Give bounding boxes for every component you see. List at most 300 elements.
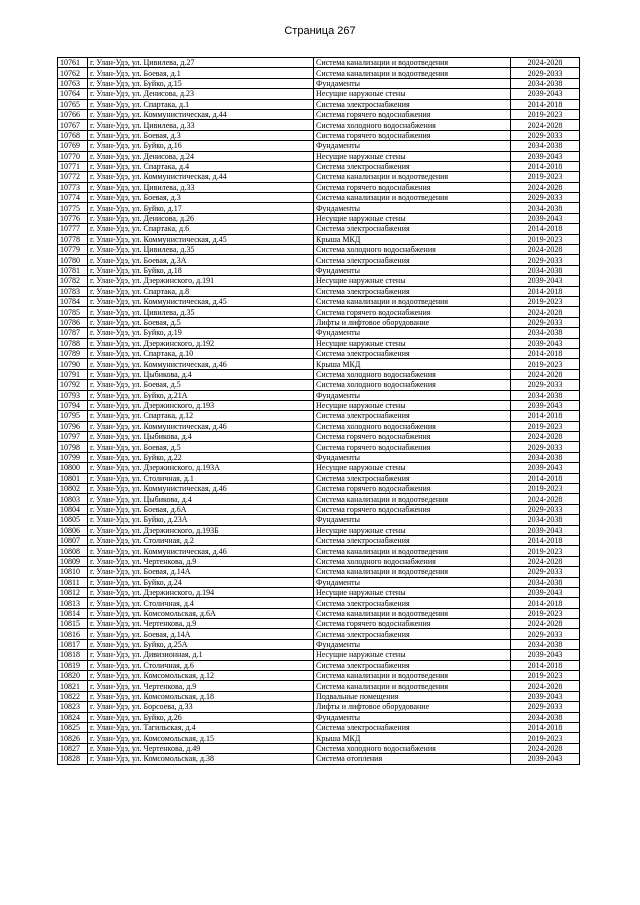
system-cell: Фундаменты <box>314 141 511 151</box>
address-cell: г. Улан-Удэ, ул. Буйко, д.16 <box>88 141 314 151</box>
row-number: 10774 <box>58 193 88 203</box>
period-cell: 2019-2023 <box>511 608 580 618</box>
system-cell: Система холодного водоснабжения <box>314 421 511 431</box>
system-cell: Система горячего водоснабжения <box>314 484 511 494</box>
row-number: 10767 <box>58 120 88 130</box>
period-cell: 2034-2038 <box>511 577 580 587</box>
system-cell: Система канализации и водоотведения <box>314 172 511 182</box>
system-cell: Система электроснабжения <box>314 629 511 639</box>
system-cell: Система канализации и водоотведения <box>314 671 511 681</box>
row-number: 10784 <box>58 296 88 306</box>
table-row <box>58 546 580 556</box>
address-cell: г. Улан-Удэ, ул. Денисова, д.23 <box>88 89 314 99</box>
system-cell: Система горячего водоснабжения <box>314 442 511 452</box>
system-cell: Система холодного водоснабжения <box>314 120 511 130</box>
period-cell: 2014-2018 <box>511 660 580 670</box>
period-cell: 2034-2038 <box>511 141 580 151</box>
period-cell: 2014-2018 <box>511 224 580 234</box>
system-cell: Несущие наружные стены <box>314 587 511 597</box>
row-number: 10764 <box>58 89 88 99</box>
row-number: 10806 <box>58 525 88 535</box>
row-number: 10818 <box>58 650 88 660</box>
table-row <box>58 712 580 722</box>
row-number: 10819 <box>58 660 88 670</box>
row-number: 10826 <box>58 733 88 743</box>
period-cell: 2039-2043 <box>511 587 580 597</box>
address-cell: г. Улан-Удэ, ул. Цыбикова, д.4 <box>88 432 314 442</box>
table-row <box>58 671 580 681</box>
system-cell: Система электроснабжения <box>314 598 511 608</box>
address-cell: г. Улан-Удэ, ул. Цивилева, д.35 <box>88 307 314 317</box>
system-cell: Система электроснабжения <box>314 255 511 265</box>
period-cell: 2029-2033 <box>511 255 580 265</box>
table-row <box>58 608 580 618</box>
period-cell: 2039-2043 <box>511 754 580 764</box>
system-cell: Крыша МКД <box>314 359 511 369</box>
row-number: 10821 <box>58 681 88 691</box>
system-cell: Фундаменты <box>314 203 511 213</box>
system-cell: Фундаменты <box>314 328 511 338</box>
period-cell: 2024-2028 <box>511 743 580 753</box>
system-cell: Система горячего водоснабжения <box>314 432 511 442</box>
period-cell: 2014-2018 <box>511 535 580 545</box>
period-cell: 2039-2043 <box>511 151 580 161</box>
row-number: 10820 <box>58 671 88 681</box>
period-cell: 2024-2028 <box>511 120 580 130</box>
system-cell: Система горячего водоснабжения <box>314 109 511 119</box>
address-cell: г. Улан-Удэ, ул. Буйко, д.18 <box>88 265 314 275</box>
table-row <box>58 203 580 213</box>
system-cell: Фундаменты <box>314 639 511 649</box>
address-cell: г. Улан-Удэ, ул. Буйко, д.22 <box>88 452 314 462</box>
system-cell: Несущие наружные стены <box>314 213 511 223</box>
period-cell: 2034-2038 <box>511 328 580 338</box>
address-cell: г. Улан-Удэ, ул. Дзержинского, д.193А <box>88 463 314 473</box>
period-cell: 2029-2033 <box>511 130 580 140</box>
period-cell: 2039-2043 <box>511 463 580 473</box>
address-cell: г. Улан-Удэ, ул. Тагильская, д.4 <box>88 723 314 733</box>
period-cell: 2039-2043 <box>511 213 580 223</box>
system-cell: Несущие наружные стены <box>314 650 511 660</box>
table-row <box>58 587 580 597</box>
table-row <box>58 681 580 691</box>
period-cell: 2024-2028 <box>511 432 580 442</box>
row-number: 10785 <box>58 307 88 317</box>
address-cell: г. Улан-Удэ, ул. Боевая, д.1 <box>88 68 314 78</box>
table-row <box>58 348 580 358</box>
address-cell: г. Улан-Удэ, ул. Буйко, д.25А <box>88 639 314 649</box>
table-row <box>58 421 580 431</box>
period-cell: 2019-2023 <box>511 546 580 556</box>
system-cell: Лифты и лифтовое оборудование <box>314 702 511 712</box>
system-cell: Система электроснабжения <box>314 348 511 358</box>
address-cell: г. Улан-Удэ, ул. Денисова, д.26 <box>88 213 314 223</box>
row-number: 10778 <box>58 234 88 244</box>
row-number: 10814 <box>58 608 88 618</box>
address-cell: г. Улан-Удэ, ул. Коммунистическая, д.45 <box>88 296 314 306</box>
system-cell: Система электроснабжения <box>314 224 511 234</box>
table-row <box>58 109 580 119</box>
period-cell: 2034-2038 <box>511 712 580 722</box>
system-cell: Система электроснабжения <box>314 473 511 483</box>
table-row <box>58 141 580 151</box>
period-cell: 2014-2018 <box>511 411 580 421</box>
period-cell: 2024-2028 <box>511 369 580 379</box>
table-row <box>58 130 580 140</box>
address-cell: г. Улан-Удэ, ул. Дзержинского, д.192 <box>88 338 314 348</box>
row-number: 10828 <box>58 754 88 764</box>
table-row <box>58 660 580 670</box>
address-cell: г. Улан-Удэ, ул. Цивилева, д.27 <box>88 58 314 68</box>
address-cell: г. Улан-Удэ, ул. Коммунистическая, д.46 <box>88 546 314 556</box>
row-number: 10803 <box>58 494 88 504</box>
address-cell: г. Улан-Удэ, ул. Буйко, д.21А <box>88 390 314 400</box>
address-cell: г. Улан-Удэ, ул. Спартака, д.12 <box>88 411 314 421</box>
system-cell: Система электроснабжения <box>314 535 511 545</box>
row-number: 10811 <box>58 577 88 587</box>
period-cell: 2014-2018 <box>511 723 580 733</box>
period-cell: 2024-2028 <box>511 619 580 629</box>
row-number: 10802 <box>58 484 88 494</box>
period-cell: 2029-2033 <box>511 567 580 577</box>
address-cell: г. Улан-Удэ, ул. Дзержинского, д.193Б <box>88 525 314 535</box>
period-cell: 2029-2033 <box>511 504 580 514</box>
table-row <box>58 58 580 68</box>
row-number: 10808 <box>58 546 88 556</box>
table-row <box>58 463 580 473</box>
address-cell: г. Улан-Удэ, ул. Буйко, д.24 <box>88 577 314 587</box>
system-cell: Система канализации и водоотведения <box>314 58 511 68</box>
period-cell: 2014-2018 <box>511 473 580 483</box>
table-row <box>58 296 580 306</box>
table-row <box>58 193 580 203</box>
system-cell: Несущие наружные стены <box>314 89 511 99</box>
period-cell: 2039-2043 <box>511 400 580 410</box>
period-cell: 2024-2028 <box>511 58 580 68</box>
table-row <box>58 535 580 545</box>
table-row <box>58 172 580 182</box>
period-cell: 2029-2033 <box>511 380 580 390</box>
address-cell: г. Улан-Удэ, ул. Боевая, д.5 <box>88 380 314 390</box>
address-cell: г. Улан-Удэ, ул. Комсомольская, д.15 <box>88 733 314 743</box>
table-row <box>58 245 580 255</box>
table-row <box>58 234 580 244</box>
period-cell: 2019-2023 <box>511 296 580 306</box>
system-cell: Фундаменты <box>314 712 511 722</box>
system-cell: Крыша МКД <box>314 733 511 743</box>
row-number: 10766 <box>58 109 88 119</box>
address-cell: г. Улан-Удэ, ул. Дивизионная, д.1 <box>88 650 314 660</box>
table-row <box>58 598 580 608</box>
table-row <box>58 432 580 442</box>
row-number: 10768 <box>58 130 88 140</box>
table-row <box>58 276 580 286</box>
period-cell: 2019-2023 <box>511 172 580 182</box>
table-row <box>58 120 580 130</box>
row-number: 10789 <box>58 348 88 358</box>
system-cell: Лифты и лифтовое оборудование <box>314 317 511 327</box>
address-cell: г. Улан-Удэ, ул. Чертенкова, д.9 <box>88 556 314 566</box>
address-cell: г. Улан-Удэ, ул. Боевая, д.3 <box>88 193 314 203</box>
address-cell: г. Улан-Удэ, ул. Коммунистическая, д.44 <box>88 172 314 182</box>
table-row <box>58 567 580 577</box>
row-number: 10783 <box>58 286 88 296</box>
address-cell: г. Улан-Удэ, ул. Коммунистическая, д.44 <box>88 109 314 119</box>
period-cell: 2034-2038 <box>511 515 580 525</box>
system-cell: Система канализации и водоотведения <box>314 608 511 618</box>
row-number: 10805 <box>58 515 88 525</box>
row-number: 10788 <box>58 338 88 348</box>
table-row <box>58 286 580 296</box>
table-row <box>58 68 580 78</box>
row-number: 10786 <box>58 317 88 327</box>
table-row <box>58 650 580 660</box>
row-number: 10769 <box>58 141 88 151</box>
row-number: 10807 <box>58 535 88 545</box>
address-cell: г. Улан-Удэ, ул. Цыбикова, д.4 <box>88 369 314 379</box>
table-row <box>58 307 580 317</box>
address-cell: г. Улан-Удэ, ул. Спартака, д.6 <box>88 224 314 234</box>
table-row <box>58 213 580 223</box>
address-cell: г. Улан-Удэ, ул. Боевая, д.14А <box>88 567 314 577</box>
row-number: 10795 <box>58 411 88 421</box>
system-cell: Система холодного водоснабжения <box>314 556 511 566</box>
system-cell: Несущие наружные стены <box>314 276 511 286</box>
system-cell: Подвальные помещения <box>314 691 511 701</box>
table-row <box>58 369 580 379</box>
table-row <box>58 411 580 421</box>
system-cell: Система отопления <box>314 754 511 764</box>
table-row <box>58 99 580 109</box>
period-cell: 2014-2018 <box>511 99 580 109</box>
table-row <box>58 556 580 566</box>
row-number: 10800 <box>58 463 88 473</box>
table-row <box>58 224 580 234</box>
row-number: 10794 <box>58 400 88 410</box>
system-cell: Система горячего водоснабжения <box>314 307 511 317</box>
row-number: 10787 <box>58 328 88 338</box>
period-cell: 2019-2023 <box>511 359 580 369</box>
address-cell: г. Улан-Удэ, ул. Дзержинского, д.191 <box>88 276 314 286</box>
address-cell: г. Улан-Удэ, ул. Коммунистическая, д.46 <box>88 484 314 494</box>
period-cell: 2019-2023 <box>511 733 580 743</box>
table-row <box>58 691 580 701</box>
row-number: 10781 <box>58 265 88 275</box>
system-cell: Несущие наружные стены <box>314 400 511 410</box>
period-cell: 2019-2023 <box>511 671 580 681</box>
period-cell: 2019-2023 <box>511 484 580 494</box>
address-cell: г. Улан-Удэ, ул. Спартака, д.10 <box>88 348 314 358</box>
period-cell: 2029-2033 <box>511 317 580 327</box>
system-cell: Система горячего водоснабжения <box>314 130 511 140</box>
address-cell: г. Улан-Удэ, ул. Цивилева, д.35 <box>88 245 314 255</box>
address-cell: г. Улан-Удэ, ул. Комсомольская, д.18 <box>88 691 314 701</box>
row-number: 10779 <box>58 245 88 255</box>
address-cell: г. Улан-Удэ, ул. Цивилева, д.33 <box>88 120 314 130</box>
period-cell: 2029-2033 <box>511 629 580 639</box>
system-cell: Система холодного водоснабжения <box>314 245 511 255</box>
row-number: 10822 <box>58 691 88 701</box>
system-cell: Система горячего водоснабжения <box>314 182 511 192</box>
table-row <box>58 390 580 400</box>
period-cell: 2024-2028 <box>511 245 580 255</box>
period-cell: 2034-2038 <box>511 203 580 213</box>
system-cell: Система электроснабжения <box>314 161 511 171</box>
period-cell: 2024-2028 <box>511 182 580 192</box>
system-cell: Фундаменты <box>314 265 511 275</box>
system-cell: Несущие наружные стены <box>314 525 511 535</box>
address-cell: г. Улан-Удэ, ул. Спартака, д.8 <box>88 286 314 296</box>
period-cell: 2014-2018 <box>511 286 580 296</box>
row-number: 10791 <box>58 369 88 379</box>
row-number: 10777 <box>58 224 88 234</box>
system-cell: Система холодного водоснабжения <box>314 743 511 753</box>
period-cell: 2029-2033 <box>511 702 580 712</box>
table-row <box>58 702 580 712</box>
system-cell: Система канализации и водоотведения <box>314 494 511 504</box>
row-number: 10824 <box>58 712 88 722</box>
period-cell: 2029-2033 <box>511 442 580 452</box>
address-cell: г. Улан-Удэ, ул. Боевая, д.3А <box>88 255 314 265</box>
row-number: 10775 <box>58 203 88 213</box>
row-number: 10780 <box>58 255 88 265</box>
system-cell: Система канализации и водоотведения <box>314 546 511 556</box>
row-number: 10804 <box>58 504 88 514</box>
address-cell: г. Улан-Удэ, ул. Коммунистическая, д.45 <box>88 234 314 244</box>
table-row <box>58 484 580 494</box>
system-cell: Система электроснабжения <box>314 99 511 109</box>
registry-table <box>57 57 580 765</box>
table-row <box>58 754 580 764</box>
system-cell: Фундаменты <box>314 390 511 400</box>
row-number: 10772 <box>58 172 88 182</box>
row-number: 10809 <box>58 556 88 566</box>
row-number: 10792 <box>58 380 88 390</box>
address-cell: г. Улан-Удэ, ул. Коммунистическая, д.46 <box>88 359 314 369</box>
period-cell: 2029-2033 <box>511 193 580 203</box>
address-cell: г. Улан-Удэ, ул. Комсомольская, д.6А <box>88 608 314 618</box>
address-cell: г. Улан-Удэ, ул. Буйко, д.17 <box>88 203 314 213</box>
table-row <box>58 442 580 452</box>
address-cell: г. Улан-Удэ, ул. Денисова, д.24 <box>88 151 314 161</box>
period-cell: 2039-2043 <box>511 691 580 701</box>
table-row <box>58 265 580 275</box>
row-number: 10793 <box>58 390 88 400</box>
period-cell: 2024-2028 <box>511 307 580 317</box>
period-cell: 2039-2043 <box>511 89 580 99</box>
address-cell: г. Улан-Удэ, ул. Чертенкова, д.49 <box>88 743 314 753</box>
row-number: 10782 <box>58 276 88 286</box>
period-cell: 2019-2023 <box>511 234 580 244</box>
system-cell: Система горячего водоснабжения <box>314 619 511 629</box>
system-cell: Несущие наружные стены <box>314 338 511 348</box>
table-row <box>58 743 580 753</box>
table-row <box>58 723 580 733</box>
system-cell: Система канализации и водоотведения <box>314 68 511 78</box>
address-cell: г. Улан-Удэ, ул. Боевая, д.14А <box>88 629 314 639</box>
period-cell: 2019-2023 <box>511 421 580 431</box>
period-cell: 2034-2038 <box>511 265 580 275</box>
address-cell: г. Улан-Удэ, ул. Столичная, д.4 <box>88 598 314 608</box>
registry-table-body <box>58 58 580 765</box>
table-row <box>58 161 580 171</box>
system-cell: Фундаменты <box>314 577 511 587</box>
system-cell: Несущие наружные стены <box>314 151 511 161</box>
system-cell: Система электроснабжения <box>314 660 511 670</box>
row-number: 10763 <box>58 78 88 88</box>
address-cell: г. Улан-Удэ, ул. Борсоева, д.33 <box>88 702 314 712</box>
table-row <box>58 78 580 88</box>
system-cell: Система канализации и водоотведения <box>314 567 511 577</box>
row-number: 10817 <box>58 639 88 649</box>
table-row <box>58 338 580 348</box>
system-cell: Система электроснабжения <box>314 286 511 296</box>
table-row <box>58 494 580 504</box>
table-row <box>58 473 580 483</box>
address-cell: г. Улан-Удэ, ул. Столичная, д.2 <box>88 535 314 545</box>
table-row <box>58 328 580 338</box>
address-cell: г. Улан-Удэ, ул. Буйко, д.19 <box>88 328 314 338</box>
address-cell: г. Улан-Удэ, ул. Чертенкова, д.9 <box>88 619 314 629</box>
address-cell: г. Улан-Удэ, ул. Дзержинского, д.194 <box>88 587 314 597</box>
row-number: 10810 <box>58 567 88 577</box>
period-cell: 2039-2043 <box>511 525 580 535</box>
table-row <box>58 182 580 192</box>
row-number: 10813 <box>58 598 88 608</box>
system-cell: Система канализации и водоотведения <box>314 681 511 691</box>
row-number: 10776 <box>58 213 88 223</box>
system-cell: Система электроснабжения <box>314 723 511 733</box>
row-number: 10825 <box>58 723 88 733</box>
table-row <box>58 151 580 161</box>
period-cell: 2029-2033 <box>511 68 580 78</box>
address-cell: г. Улан-Удэ, ул. Боевая, д.5 <box>88 442 314 452</box>
system-cell: Система холодного водоснабжения <box>314 380 511 390</box>
address-cell: г. Улан-Удэ, ул. Чертенкова, д.9 <box>88 681 314 691</box>
table-row <box>58 577 580 587</box>
row-number: 10799 <box>58 452 88 462</box>
table-row <box>58 255 580 265</box>
period-cell: 2039-2043 <box>511 650 580 660</box>
row-number: 10797 <box>58 432 88 442</box>
period-cell: 2039-2043 <box>511 276 580 286</box>
table-row <box>58 619 580 629</box>
page-title: Страница 267 <box>284 25 356 37</box>
period-cell: 2039-2043 <box>511 338 580 348</box>
row-number: 10827 <box>58 743 88 753</box>
period-cell: 2014-2018 <box>511 598 580 608</box>
table-row <box>58 525 580 535</box>
row-number: 10816 <box>58 629 88 639</box>
row-number: 10771 <box>58 161 88 171</box>
system-cell: Крыша МКД <box>314 234 511 244</box>
address-cell: г. Улан-Удэ, ул. Боевая, д.3 <box>88 130 314 140</box>
address-cell: г. Улан-Удэ, ул. Буйко, д.26 <box>88 712 314 722</box>
row-number: 10798 <box>58 442 88 452</box>
table-row <box>58 400 580 410</box>
row-number: 10765 <box>58 99 88 109</box>
system-cell: Несущие наружные стены <box>314 463 511 473</box>
row-number: 10815 <box>58 619 88 629</box>
address-cell: г. Улан-Удэ, ул. Коммунистическая, д.46 <box>88 421 314 431</box>
address-cell: г. Улан-Удэ, ул. Боевая, д.6А <box>88 504 314 514</box>
table-row <box>58 380 580 390</box>
address-cell: г. Улан-Удэ, ул. Столичная, д.1 <box>88 473 314 483</box>
address-cell: г. Улан-Удэ, ул. Спартака, д.1 <box>88 99 314 109</box>
period-cell: 2019-2023 <box>511 109 580 119</box>
row-number: 10812 <box>58 587 88 597</box>
period-cell: 2024-2028 <box>511 494 580 504</box>
